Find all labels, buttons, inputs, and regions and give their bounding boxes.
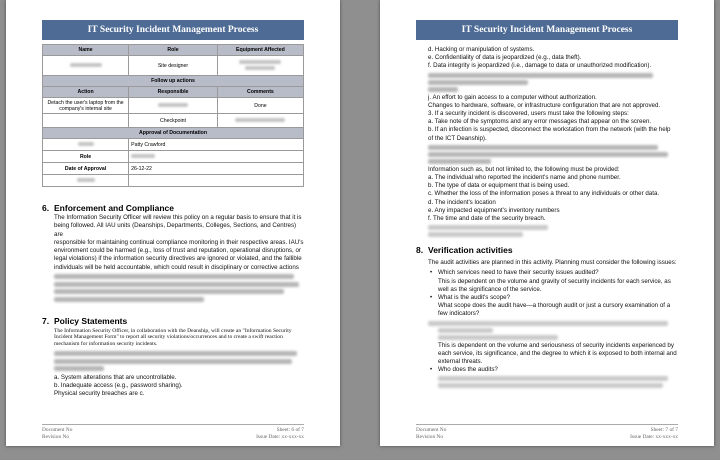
page-banner-title: IT Security Incident Management Process (42, 20, 304, 40)
paragraph-line: d. The incident's location (428, 198, 496, 206)
responsible-cell: Checkpoint (129, 114, 218, 128)
table-row (43, 139, 304, 151)
paragraph-line: well as the significance of the service. (438, 285, 542, 293)
paragraph-line: e. Any impacted equipment's inventory numbers (428, 206, 560, 214)
paragraph-line: mechanism for information security incidents. (54, 340, 158, 347)
list-item: b. Inadequate access (e.g., password sharing). (54, 381, 183, 389)
table-row (43, 163, 304, 175)
page-6-body (42, 44, 304, 398)
header-responsible: Responsible (129, 87, 218, 98)
paragraph-line: j. An effort to gain access to a computer without authorization. (428, 93, 597, 101)
paragraph-line: What scope does the audit have—a thorough audit or just a cursory examination of a (438, 302, 671, 310)
footer-rev-no: Revision No (416, 434, 444, 440)
header-comments: Comments (217, 87, 303, 98)
approval-name: Patty Crawford (129, 139, 304, 151)
paragraph-line: few indicators? (438, 310, 480, 318)
list-item: • What is the audit's scope? (428, 294, 678, 302)
paragraph-line: c. Whether the loss of the information poses a threat to any individuals or other data. (428, 190, 660, 198)
paragraph-line: This is dependent on the volume and seriousness of security incidents experienced by (438, 341, 674, 349)
paragraph-line: a. Take note of the symptoms and any error messages that appear on the screen. (428, 118, 652, 126)
approval-title: Approval of Documentation (43, 128, 304, 139)
role-label: Role (43, 151, 129, 163)
document-page-7 (380, 0, 714, 446)
paragraph-line: legal violations) if the information security directives are ignored or violated, and the fallible (54, 255, 302, 263)
date-value: 26-12-22 (129, 163, 304, 175)
footer-issue-date: Issue Date: xx-xxx-xx (256, 434, 304, 440)
header-equipment: Equipment Affected (217, 45, 303, 56)
section-8-number: 8. (416, 245, 424, 256)
paragraph-line: e. Confidentiality of data is jeopardized (e.g., data theft). (428, 54, 582, 62)
list-item: • Who does the audits? (428, 366, 678, 374)
section-6 (42, 203, 304, 302)
action-cell: Detach the user's laptop from the company's internal site (43, 98, 129, 114)
page-7-footer (416, 424, 678, 441)
paragraph-line: external threats. (438, 358, 483, 366)
footer-sheet: Sheet: 6 of 7 (276, 427, 304, 433)
document-page-6 (6, 0, 340, 446)
page-6-footer (42, 424, 304, 441)
paragraph-line: individuals will be held accountable, which could result in disciplinary or corrective actions (54, 263, 299, 271)
section-6-title: Enforcement and Compliance (54, 203, 174, 213)
footer-issue-date: Issue Date: xx-xxx-xx (630, 434, 678, 440)
paragraph-line: 3. If a security incident is discovered, users must take the following steps: (428, 110, 629, 118)
list-item: a. System alterations that are uncontrollable. (54, 373, 177, 381)
table-row (43, 151, 304, 163)
footer-rev-no: Revision No (42, 434, 70, 440)
table-row (43, 56, 304, 76)
paragraph-line: f. The time and date of the security breach. (428, 215, 546, 223)
paragraph-line: d. Hacking or manipulation of systems. (428, 46, 535, 53)
comment-cell: Done (217, 98, 303, 114)
page-7-body (416, 46, 678, 390)
paragraph-line: Changes to hardware, software, or infrastructure configuration that are not approved. (428, 101, 661, 109)
paragraph-line: of the ICT Deanship). (428, 134, 487, 142)
follow-up-title: Follow up actions (43, 76, 304, 87)
paragraph-line: each service, its significance, and the degree to which it is exposed to both internal and (438, 349, 677, 357)
paragraph-line: being followed. All IAU units (Deanships, Departments, Colleges, Sections, and Centres) are (54, 222, 297, 238)
table-row (43, 114, 304, 128)
table-row (43, 175, 304, 187)
paragraph-line: Information such as, but not limited to, the following must be provided: (428, 165, 620, 173)
paragraph-line: b. If an infection is suspected, disconnect the workstation from the network (with the help (428, 126, 671, 134)
header-action: Action (43, 87, 129, 98)
section-8-intro: The audit activities are planned in this activity. Planning must consider the following issues: (428, 259, 677, 267)
section-8 (416, 245, 678, 388)
date-label: Date of Approval (43, 163, 129, 175)
list-item: • Which services need to have their security issues audited? (428, 269, 678, 277)
list-item: Physical security breaches are c. (54, 390, 145, 398)
section-8-title: Verification activities (428, 245, 513, 256)
footer-sheet: Sheet: 7 of 7 (650, 427, 678, 433)
paragraph-line: a. The individual who reported the incident's name and phone number. (428, 174, 621, 182)
incident-table (42, 44, 304, 187)
table-header-row (43, 45, 304, 56)
page-banner-title: IT Security Incident Management Process (416, 20, 678, 40)
footer-doc-no: Document No (42, 427, 73, 433)
section-7 (42, 316, 304, 399)
paragraph-line: This is dependent on the volume and gravity of security incidents for each service, as (438, 277, 671, 285)
role-cell: Site designer (129, 56, 218, 76)
footer-doc-no: Document No (416, 427, 447, 433)
paragraph-line: The Information Security Officer, in collaboration with the Deanship, will create an "Information Security (54, 327, 292, 334)
section-7-number: 7. (42, 315, 50, 326)
section-6-number: 6. (42, 203, 50, 213)
table-row (43, 98, 304, 114)
paragraph-line: b. The type of data or equipment that is being used. (428, 182, 570, 190)
header-role: Role (129, 45, 218, 56)
section-7-title: Policy Statements (54, 315, 128, 326)
paragraph-line: Incident Management Form" to report all security violations/occurrences and to create a swift reaction (54, 334, 283, 341)
header-name: Name (43, 45, 129, 56)
paragraph-line: The Information Security Officer will review this policy on a regular basis to ensure that it is (54, 214, 302, 221)
paragraph-line: environment could be harmed (e.g., loss of trust and reputation, operational disruptions, or (54, 247, 301, 255)
paragraph-line: responsible for maintaining continual compliance monitoring in their respective areas. IAU's (54, 238, 304, 246)
paragraph-line: f. Data integrity is jeopardized (i.e., damage to data or unauthorized modification). (428, 62, 652, 70)
